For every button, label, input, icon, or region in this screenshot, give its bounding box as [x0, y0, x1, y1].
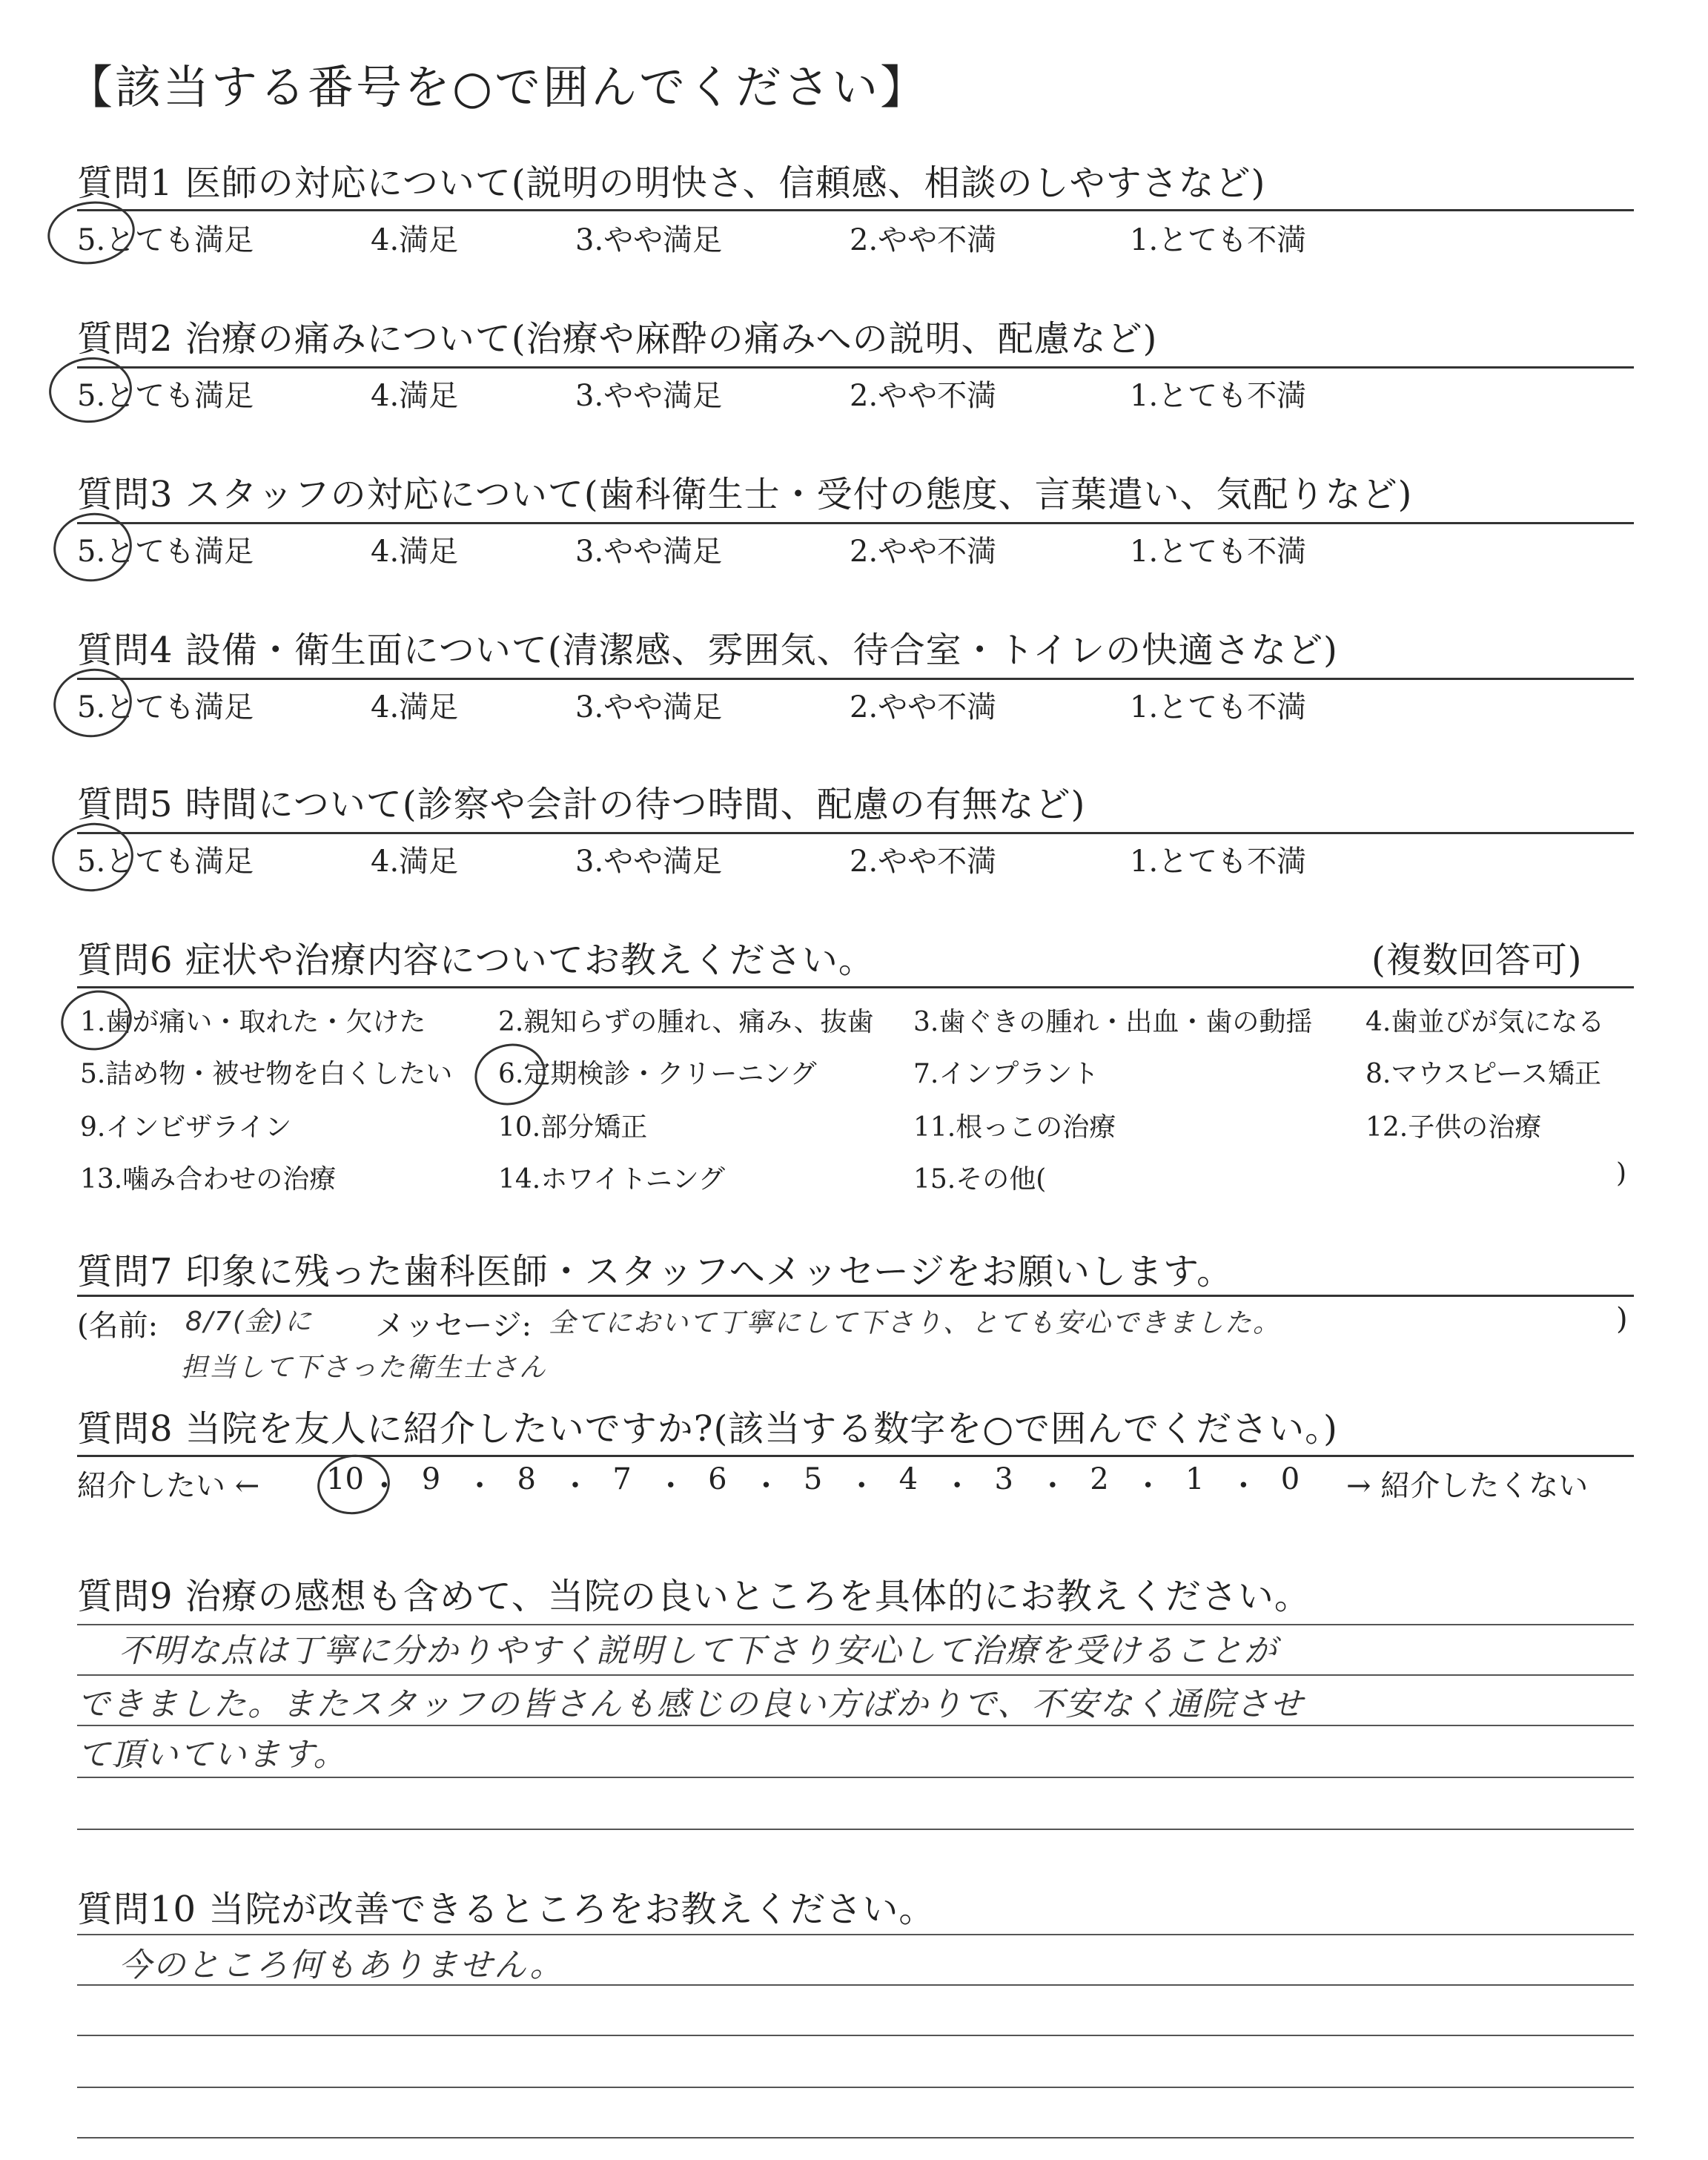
- q3-selection-circle: [48, 506, 137, 587]
- q6-option-11[interactable]: 11.根っこの治療: [913, 1112, 1116, 1143]
- q3-choice-3[interactable]: 3.やや満足: [575, 535, 723, 569]
- multiple-answers-note: (複数回答可): [1371, 939, 1583, 981]
- divider: [77, 209, 1634, 211]
- q3-choice-5[interactable]: 5.とても満足: [77, 535, 254, 569]
- message-close-paren: ): [1616, 1302, 1628, 1336]
- answer-line: [77, 1934, 1634, 1935]
- q6-option-14[interactable]: 14.ホワイトニング: [498, 1164, 726, 1195]
- q6-option-8[interactable]: 8.マウスピース矯正: [1366, 1059, 1602, 1089]
- scale-value-1[interactable]: 1: [1185, 1462, 1205, 1496]
- q6-selection-circle-6: [469, 1037, 552, 1113]
- q6-option-5[interactable]: 5.詰め物・被せ物を白くしたい: [80, 1059, 453, 1089]
- q6-option-15[interactable]: 15.その他(: [913, 1164, 1047, 1195]
- q5-choice-5[interactable]: 5.とても満足: [77, 845, 254, 879]
- scale-separator-dot: ・: [560, 1469, 590, 1503]
- answer-line: [77, 1725, 1634, 1726]
- question-3-title: 質問3 スタッフの対応について(歯科衛生士・受付の態度、言葉遣い、気配りなど): [77, 474, 1413, 515]
- scale-separator-dot: ・: [942, 1469, 973, 1503]
- divider: [77, 986, 1634, 988]
- q4-selection-circle: [48, 662, 137, 743]
- q6-option-2[interactable]: 2.親知らずの腫れ、痛み、抜歯: [498, 1007, 874, 1037]
- question-6-title: 質問6 症状や治療内容についてお教えください。: [77, 939, 875, 981]
- name-label: (名前:: [77, 1309, 159, 1343]
- q6-option-12[interactable]: 12.子供の治療: [1366, 1112, 1542, 1143]
- q1-choice-2[interactable]: 2.やや不満: [850, 223, 997, 257]
- q6-option-10[interactable]: 10.部分矯正: [498, 1112, 648, 1143]
- q5-selection-circle: [47, 818, 138, 896]
- q6-selection-circle-1: [56, 984, 138, 1057]
- q2-choice-5[interactable]: 5.とても満足: [77, 379, 254, 413]
- scale-left-label: 紹介したい ←: [77, 1469, 260, 1503]
- q6-option-1[interactable]: 1.歯が痛い・取れた・欠けた: [80, 1007, 426, 1037]
- answer-line: [77, 1829, 1634, 1830]
- question-2-title: 質問2 治療の痛みについて(治療や麻酔の痛みへの説明、配慮など): [77, 318, 1158, 360]
- answer-line: [77, 2035, 1634, 2036]
- scale-value-4[interactable]: 4: [898, 1462, 918, 1496]
- q1-choice-3[interactable]: 3.やや満足: [575, 223, 723, 257]
- scale-value-8[interactable]: 8: [517, 1462, 536, 1496]
- question-7-title: 質問7 印象に残った歯科医師・スタッフへメッセージをお願いします。: [77, 1251, 1234, 1292]
- question-9-title: 質問9 治療の感想も含めて、当院の良いところを具体的にお教えください。: [77, 1576, 1311, 1617]
- q2-choice-1[interactable]: 1.とても不満: [1130, 379, 1307, 413]
- divider: [77, 366, 1634, 369]
- divider: [77, 1295, 1634, 1297]
- q6-option-15-close: ): [1616, 1158, 1627, 1189]
- q3-choice-1[interactable]: 1.とても不満: [1130, 535, 1307, 569]
- message-handwritten[interactable]: 全てにおいて丁寧にして下さり、とても安心できました。: [549, 1308, 1282, 1338]
- q3-choice-2[interactable]: 2.やや不満: [850, 535, 997, 569]
- q6-option-6[interactable]: 6.定期検診・クリーニング: [498, 1059, 817, 1089]
- question-1-title: 質問1 医師の対応について(説明の明快さ、信頼感、相談のしやすさなど): [77, 162, 1266, 204]
- scale-separator-dot: ・: [1228, 1469, 1259, 1503]
- q6-option-4[interactable]: 4.歯並びが気になる: [1366, 1007, 1605, 1037]
- scale-value-5[interactable]: 5: [803, 1462, 823, 1496]
- q9-answer-line-3[interactable]: て頂いています。: [77, 1736, 348, 1774]
- q1-choice-4[interactable]: 4.満足: [371, 223, 459, 257]
- q2-choice-3[interactable]: 3.やや満足: [575, 379, 723, 413]
- answer-line: [77, 1984, 1634, 1986]
- scale-separator-dot: ・: [1133, 1469, 1163, 1503]
- scale-separator-dot: ・: [847, 1469, 877, 1503]
- question-10-title: 質問10 当院が改善できるところをお教えください。: [77, 1889, 936, 1930]
- q5-choice-4[interactable]: 4.満足: [371, 845, 459, 879]
- divider: [77, 1455, 1634, 1457]
- scale-value-7[interactable]: 7: [612, 1462, 632, 1496]
- name-handwritten[interactable]: 8/7(金)に: [185, 1307, 314, 1337]
- scale-separator-dot: ・: [465, 1469, 495, 1503]
- question-5-title: 質問5 時間について(診察や会計の待つ時間、配慮の有無など): [77, 784, 1086, 825]
- q5-choice-1[interactable]: 1.とても不満: [1130, 845, 1307, 879]
- name-handwritten-line2[interactable]: 担当して下さった衛生士さん: [181, 1353, 548, 1383]
- q6-option-3[interactable]: 3.歯ぐきの腫れ・出血・歯の動揺: [913, 1007, 1313, 1037]
- q1-choice-5[interactable]: 5.とても満足: [77, 223, 254, 257]
- answer-line: [77, 1674, 1634, 1676]
- scale-value-9[interactable]: 9: [421, 1462, 441, 1496]
- q4-choice-1[interactable]: 1.とても不満: [1130, 690, 1307, 724]
- q4-choice-4[interactable]: 4.満足: [371, 690, 459, 724]
- q2-choice-2[interactable]: 2.やや不満: [850, 379, 997, 413]
- scale-separator-dot: ・: [751, 1469, 781, 1503]
- scale-value-3[interactable]: 3: [994, 1462, 1013, 1496]
- q3-choice-4[interactable]: 4.満足: [371, 535, 459, 569]
- scale-right-label: → 紹介したくない: [1346, 1469, 1589, 1503]
- answer-line: [77, 2137, 1634, 2138]
- form-header: 【該当する番号を○で囲んでください】: [67, 60, 929, 114]
- answer-line: [77, 1777, 1634, 1778]
- scale-value-0[interactable]: 0: [1280, 1462, 1300, 1496]
- scale-value-10[interactable]: 10: [326, 1462, 364, 1496]
- scale-value-6[interactable]: 6: [708, 1462, 727, 1496]
- q5-choice-2[interactable]: 2.やや不満: [850, 845, 997, 879]
- q8-selection-circle: [314, 1450, 394, 1519]
- q4-choice-3[interactable]: 3.やや満足: [575, 690, 723, 724]
- q10-answer-line-1[interactable]: 今のところ何もありません。: [119, 1946, 564, 1984]
- q9-answer-line-2[interactable]: できました。またスタッフの皆さんも感じの良い方ばかりで、不安なく通院させ: [77, 1685, 1305, 1723]
- scale-separator-dot: ・: [369, 1469, 400, 1503]
- scale-value-2[interactable]: 2: [1090, 1462, 1109, 1496]
- q4-choice-2[interactable]: 2.やや不満: [850, 690, 997, 724]
- question-8-title: 質問8 当院を友人に紹介したいですか?(該当する数字を○で囲んでください。): [77, 1408, 1338, 1450]
- divider: [77, 832, 1634, 834]
- q6-option-7[interactable]: 7.インプラント: [913, 1059, 1099, 1089]
- recommend-scale: [326, 1462, 1342, 1507]
- q5-choice-3[interactable]: 3.やや満足: [575, 845, 723, 879]
- scale-separator-dot: ・: [655, 1469, 686, 1503]
- divider: [77, 678, 1634, 680]
- q6-option-13[interactable]: 13.噛み合わせの治療: [80, 1164, 337, 1195]
- answer-line: [77, 2087, 1634, 2088]
- divider: [77, 522, 1634, 524]
- q6-option-9[interactable]: 9.インビザライン: [80, 1112, 292, 1143]
- q9-answer-line-1[interactable]: 不明な点は丁寧に分かりやすく説明して下さり安心して治療を受けることが: [119, 1632, 1278, 1670]
- q2-selection-circle: [46, 353, 136, 426]
- q1-choice-1[interactable]: 1.とても不満: [1130, 223, 1307, 257]
- scale-separator-dot: ・: [1037, 1469, 1068, 1503]
- question-4-title: 質問4 設備・衛生面について(清潔感、雰囲気、待合室・トイレの快適さなど): [77, 630, 1338, 671]
- q4-choice-5[interactable]: 5.とても満足: [77, 690, 254, 724]
- q2-choice-4[interactable]: 4.満足: [371, 379, 459, 413]
- message-label: メッセージ:: [375, 1309, 532, 1343]
